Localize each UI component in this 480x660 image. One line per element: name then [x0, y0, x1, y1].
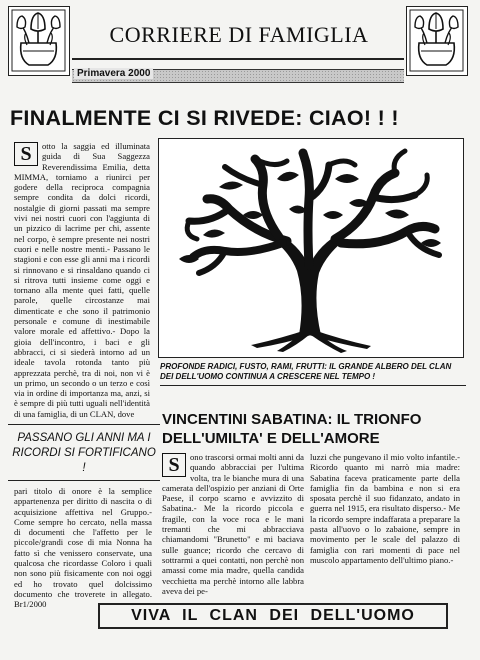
second-article-column-left — [162, 452, 304, 596]
intro-article-text: otto la saggia ed illuminata guida di Sua Saggezza Reverendissima Emilia, detta MIMMA, torniamo a riunirci per godere della reciproca compagnia sempre condita da dolci ricordi, nostalgie di giorni passati ma sempre vivi nei nostri cuori con l'aggiunta di un pizzico di lacrime per chi, assente nel corpo, è sempre presente nei nostri cuori e nelle nostre menti.- Passano le stagioni e con esse gli anni ma i ricordi si rinnovano e si rinsaldano quando ci si ritrova tutti insieme come oggi e tornano alla mente quei fatti, quelle parole, quelle circostanze mai dimenticate e che sono il patrimonio personale e comune di inestimabile valore morale ed affettivo.- Dopo la gioia dell'incontro, i baci e gli abbracci, ci si siederà intorno ad un ideale tavola rotonda tanto più apprezzata perchè, tra di noi, non vi è un primo, un secondo o un terzo e così via in ordine di importanza ma, anzi, si è sempre di più tutti uguali nell'identità di una famiglia, di un CLAN, dove — [14, 141, 150, 419]
second-article-text-left: ono trascorsi ormai molti anni da quando abbracciai per l'ultima volta, tra le bianche mura di una camerata dell'ospizio per anziani di Orte Paese, il corpo scarno e avvizzito di Sabatina.- Me la ricordo piccola e fragile, con la voce roca e le mani tremanti che mi abbracciava chiamandomi "Brunetto" e mi baciava sulle guance; ricordo che cercavo di sottrarmi a quei contatti, non perchè non amassi come mia madre, quella candida vecchietta ma perchè intorno alle labbra aveva dei pe- — [162, 452, 304, 596]
tree-image — [158, 138, 464, 358]
intro-article-continuation — [14, 486, 152, 610]
second-article-text-right: luzzi che pungevano il mio volto infantile.- Ricordo quanto mi narrò mia madre: Sabatina faceva praticamente parte della famiglia fin da bambina e non si era sposata perchè il suo fidanzato, andato in guerra nel 1915, era risultato disperso.- Me la ricordo sempre indaffarata a preparare la pasta all'uovo o lo zabaione, sempre in movimento per le scale del palazzo di famiglia con rari momenti di pace nel muscolo appartamento dell'ultimo piano.- — [310, 452, 460, 565]
masthead-title: CORRIERE DI FAMIGLIA — [109, 22, 369, 47]
image-caption: PROFONDE RADICI, FUSTO, RAMI, FRUTTI: IL GRANDE ALBERO DEL CLAN DEI DELL'UOMO CONTINUA A CRESCERE NEL TEMPO ! — [160, 362, 466, 386]
intro-article — [14, 141, 150, 419]
tulip-vase-icon — [8, 6, 70, 76]
dropcap: S — [162, 453, 186, 477]
edition-label: Primavera 2000 — [74, 68, 153, 79]
dropcap: S — [14, 142, 38, 166]
continuation-text: pari titolo di onore è la semplice appartenenza per diritto di nascita o di acquisizione affettiva nel Gruppo.- Come sempre ho cercato, nella massa di documenti che l'affetto per le piccole/grandi cose di mia Nonna ha fatto sì che venissero conservate, una qualcosa che ricordasse Coloro i quali non sono più fisicamente con noi oggi ed ho trovato quel dolcissimo documento che troverete in allegato. Br1/2000 — [14, 486, 152, 610]
second-article-title: VINCENTINI SABATINA: IL TRIONFO DELL'UMILTA' E DELL'AMORE — [162, 411, 422, 447]
second-article-column-right — [310, 452, 460, 596]
pull-quote: PASSANO GLI ANNI MA I RICORDI SI FORTIFICANO ! — [8, 424, 160, 481]
masthead-rule — [72, 58, 404, 60]
tree-of-life-icon — [159, 139, 462, 356]
footer-banner: VIVA IL CLAN DEI DELL'UOMO — [98, 603, 448, 629]
tulip-vase-icon — [406, 6, 468, 76]
main-headline: FINALMENTE CI SI RIVEDE: CIAO! ! ! — [10, 106, 399, 130]
